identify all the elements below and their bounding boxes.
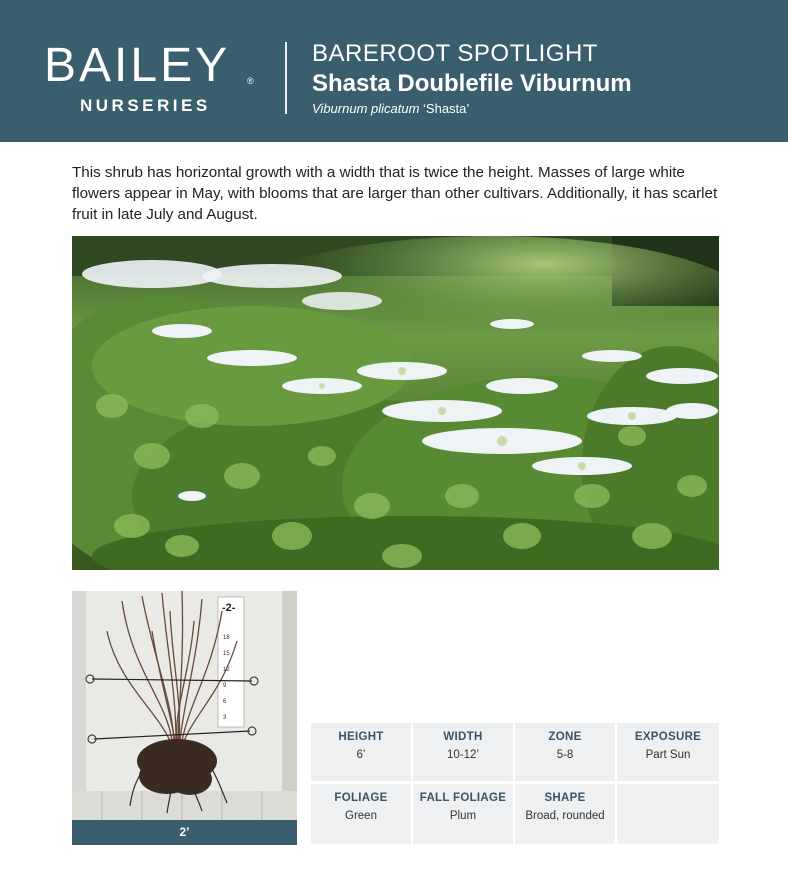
logo-registered-mark: ®	[247, 76, 254, 86]
intro-paragraph: This shrub has horizontal growth with a width that is twice the height. Masses of large white flowers appear in May, with blooms that are larger than other cultivars. Additionally, it has scarlet fruit in late July and August.	[72, 164, 718, 223]
spec-shape	[515, 784, 615, 844]
spec-exposure	[617, 723, 719, 781]
page-title: Shasta Doublefile Viburnum	[312, 70, 632, 97]
ruler-mark-18: 18	[223, 635, 230, 641]
spec-width	[413, 723, 513, 781]
header-banner	[0, 0, 788, 142]
ruler-mark-3: 3	[223, 715, 227, 721]
botanical-name	[312, 101, 469, 116]
botanical-cultivar: ‘Shasta’	[419, 101, 470, 116]
spec-label: SHAPE	[544, 792, 586, 804]
spec-zone	[515, 723, 615, 781]
spec-label: FOLIAGE	[334, 792, 388, 804]
size-caption: 2’	[179, 825, 190, 839]
spec-value: 10-12’	[447, 749, 479, 761]
spec-value: Green	[345, 810, 377, 822]
ruler-mark-12: 12	[223, 667, 230, 673]
specs-table	[311, 723, 719, 844]
hero-photo	[72, 236, 719, 570]
spec-value: Broad, rounded	[525, 810, 605, 822]
spec-empty	[617, 784, 719, 844]
ruler-mark-6: 6	[223, 699, 227, 705]
spec-value: Plum	[449, 810, 477, 822]
botanical-name-italic: Viburnum plicatum	[312, 101, 420, 116]
spec-label: WIDTH	[443, 731, 483, 743]
ruler-mark-top: -2-	[222, 602, 236, 614]
spec-value: 6’	[356, 749, 366, 761]
header-divider	[285, 42, 287, 114]
spec-height	[311, 723, 411, 781]
spec-label: HEIGHT	[338, 731, 384, 743]
spec-foliage	[311, 784, 411, 844]
spec-value: Part Sun	[645, 749, 691, 761]
bareroot-photo	[72, 591, 297, 845]
spec-fall-foliage	[413, 784, 513, 844]
ruler-mark-15: 15	[223, 651, 230, 657]
spec-label: ZONE	[548, 731, 582, 743]
ruler-mark-9: 9	[223, 683, 227, 689]
logo-wordmark: BAILEY	[44, 39, 231, 92]
section-kicker: BAREROOT SPOTLIGHT	[312, 40, 598, 67]
logo-subtitle: NURSERIES	[80, 96, 211, 115]
spec-label: FALL FOLIAGE	[419, 792, 507, 804]
bareroot-photo-image	[72, 591, 297, 820]
spec-value: 5-8	[556, 749, 574, 761]
spec-label: EXPOSURE	[634, 731, 702, 743]
